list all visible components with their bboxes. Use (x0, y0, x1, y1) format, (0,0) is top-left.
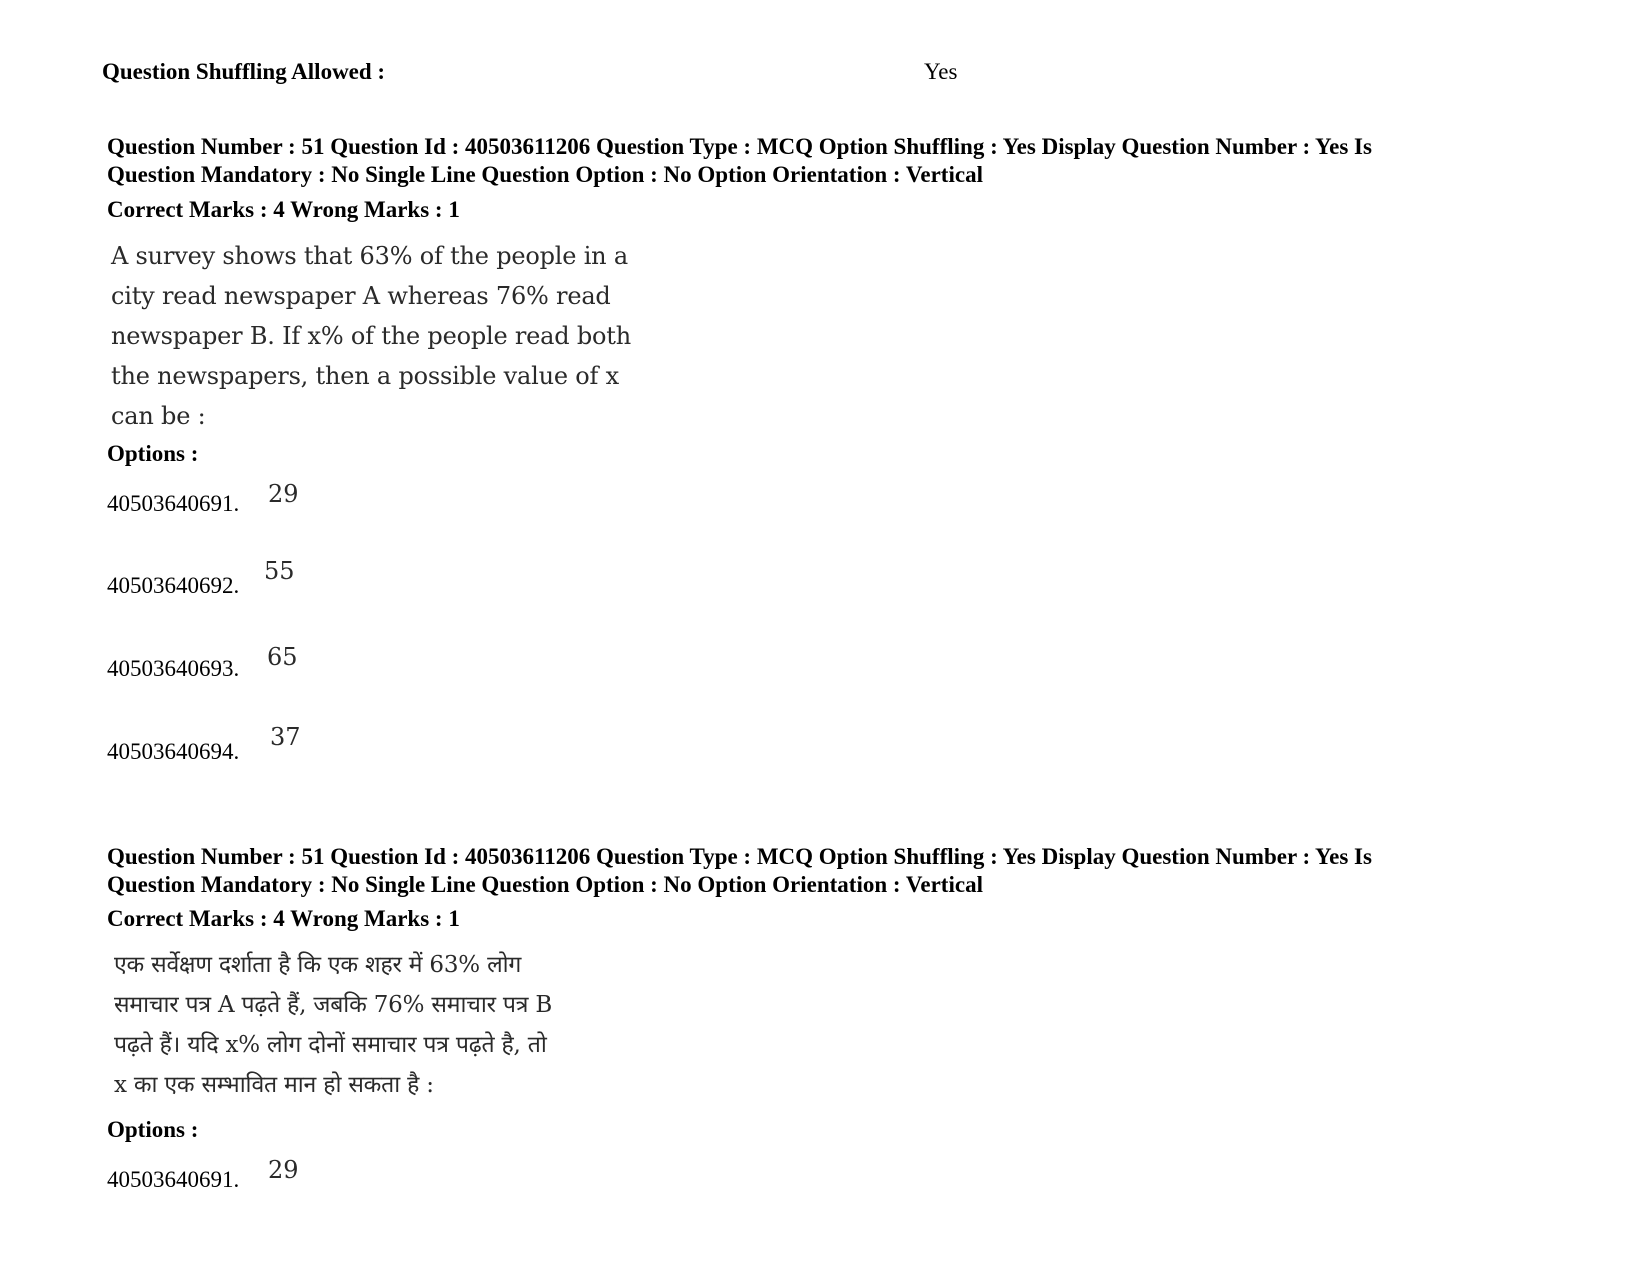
option-value: 29 (268, 480, 299, 508)
question-line: can be : (111, 402, 206, 430)
question-meta (107, 133, 1607, 189)
options-label: Options : (107, 441, 199, 466)
option-value: 37 (270, 723, 301, 751)
question-line: समाचार पत्र A पढ़ते हैं, जबकि 76% समाचार पत्र B (114, 992, 553, 1018)
option-value: 29 (268, 1156, 299, 1184)
question-line: x का एक सम्भावित मान हो सकता है : (114, 1072, 434, 1098)
option-value: 55 (264, 557, 295, 585)
question-line: the newspapers, then a possible value of x (111, 362, 619, 390)
question-text-image (114, 945, 634, 1105)
shuffle-value: Yes (924, 59, 958, 84)
question-meta (107, 843, 1607, 899)
question-line: A survey shows that 63% of the people in a (111, 242, 628, 270)
shuffle-label: Question Shuffling Allowed : (102, 59, 386, 84)
question-meta-line-2: Question Mandatory : No Single Line Question Option : No Option Orientation : Vertical (107, 162, 983, 187)
question-line: एक सर्वेक्षण दर्शाता है कि एक शहर में 63% लोग (114, 952, 522, 978)
option-id: 40503640691. (107, 1167, 240, 1192)
question-meta-line-2: Question Mandatory : No Single Line Question Option : No Option Orientation : Vertical (107, 872, 983, 897)
option-id: 40503640694. (107, 739, 240, 764)
option-value: 65 (267, 643, 298, 671)
question-line: city read newspaper A whereas 76% read (111, 282, 611, 310)
question-line: newspaper B. If x% of the people read both (111, 322, 631, 350)
question-meta-line-1: Question Number : 51 Question Id : 40503611206 Question Type : MCQ Option Shuffling : Yes Display Question Number : Yes Is (107, 844, 1372, 869)
marks-info: Correct Marks : 4 Wrong Marks : 1 (107, 906, 460, 931)
question-text-image (111, 236, 631, 436)
question-line: पढ़ते हैं। यदि x% लोग दोनों समाचार पत्र पढ़ते है, तो (114, 1032, 547, 1058)
option-id: 40503640691. (107, 491, 240, 516)
marks-info: Correct Marks : 4 Wrong Marks : 1 (107, 197, 460, 222)
options-label: Options : (107, 1117, 199, 1142)
question-meta-line-1: Question Number : 51 Question Id : 40503611206 Question Type : MCQ Option Shuffling : Yes Display Question Number : Yes Is (107, 134, 1372, 159)
option-id: 40503640693. (107, 656, 240, 681)
option-id: 40503640692. (107, 573, 240, 598)
